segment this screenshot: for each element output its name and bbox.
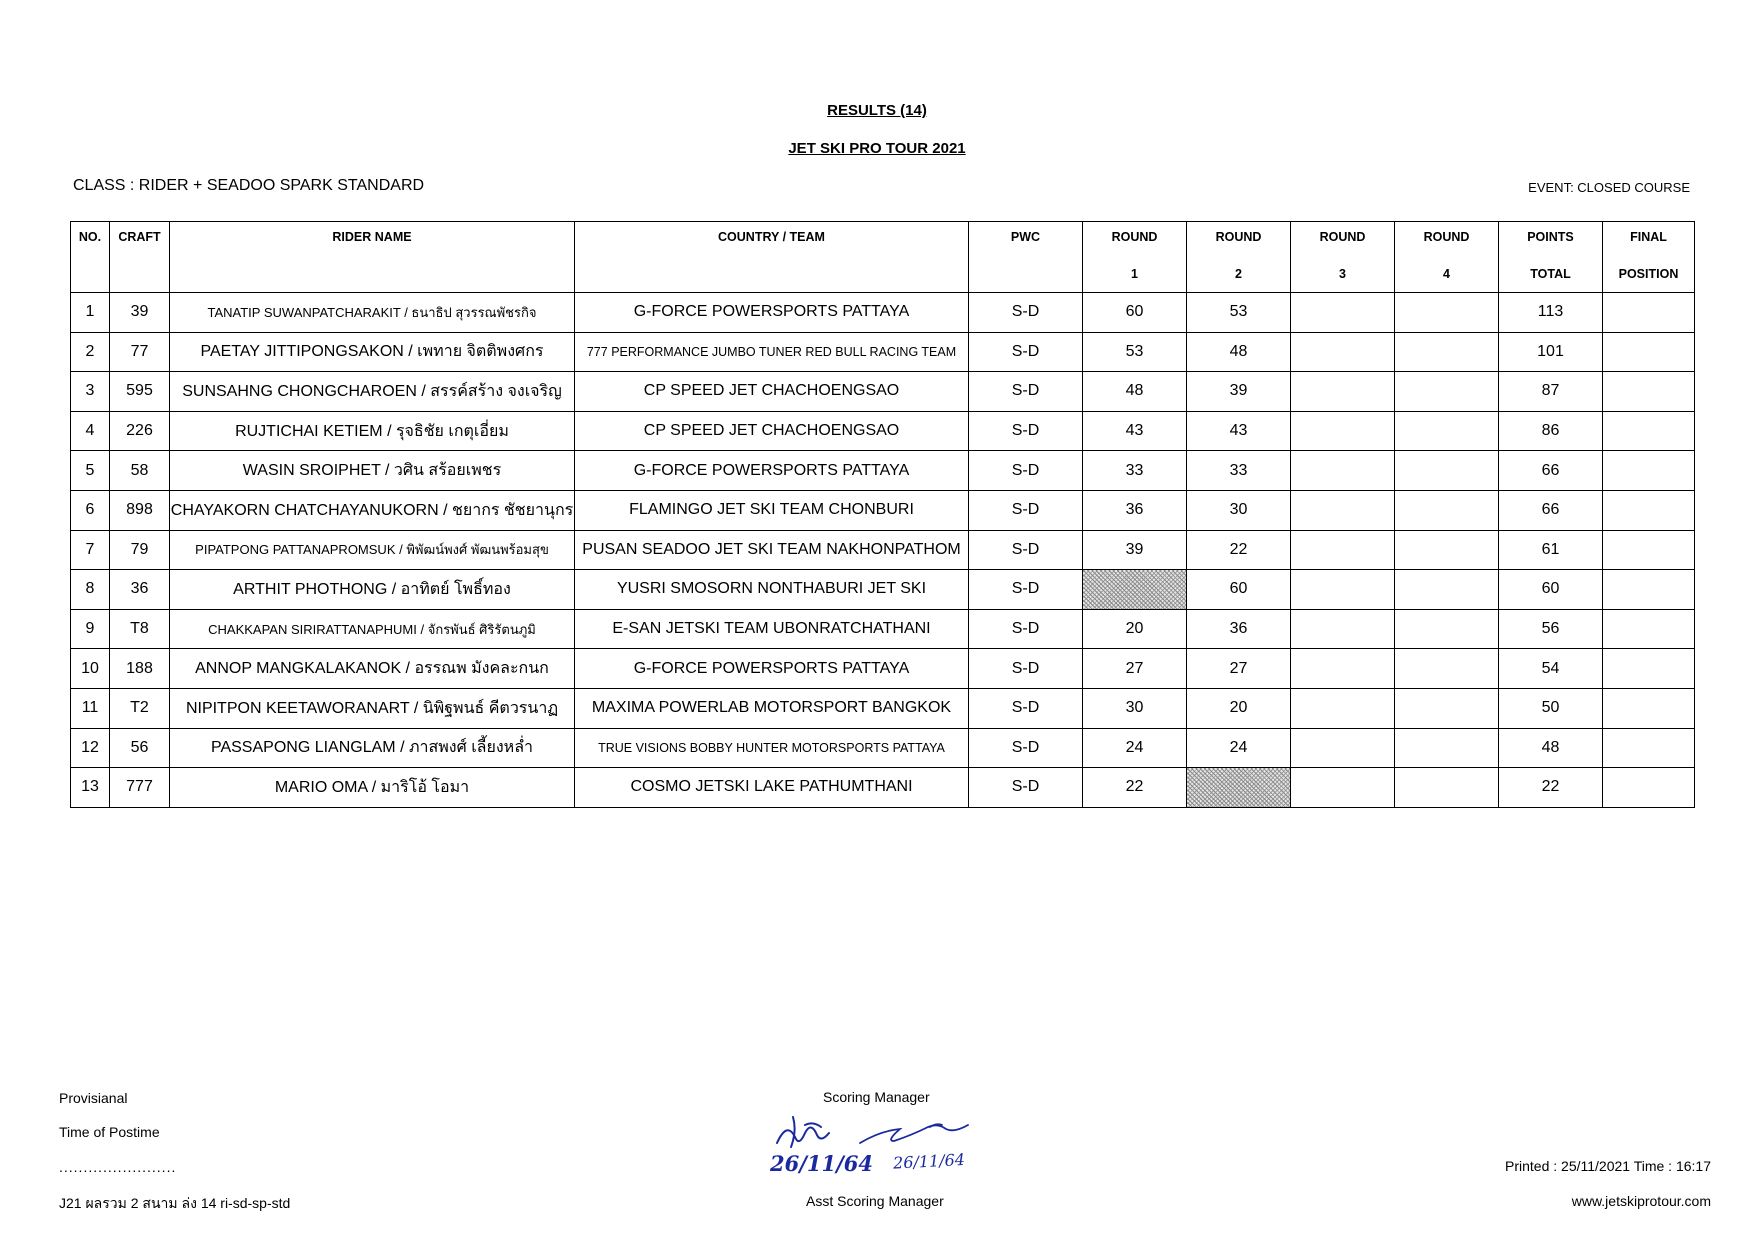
postime-blank-line: ........................ (59, 1159, 177, 1175)
cell-no: 3 (71, 372, 110, 412)
event-label: EVENT: CLOSED COURSE (1528, 180, 1690, 195)
cell-round-2: 20 (1187, 688, 1291, 728)
cell-no: 2 (71, 332, 110, 372)
cell-craft: 36 (110, 570, 170, 610)
cell-rider-name: CHAKKAPAN SIRIRATTANAPHUMI / จักรพันธ์ ศิริรัตนภูมิ (170, 609, 575, 649)
cell-no: 13 (71, 768, 110, 808)
col-header-round-1: ROUND 1 (1083, 222, 1187, 293)
cell-country-team: MAXIMA POWERLAB MOTORSPORT BANGKOK (575, 688, 969, 728)
cell-round-2: 30 (1187, 490, 1291, 530)
cell-rider-name: PAETAY JITTIPONGSAKON / เพทาย จิตติพงศกร (170, 332, 575, 372)
cell-points-total: 56 (1499, 609, 1603, 649)
cell-round-3 (1291, 293, 1395, 333)
cell-country-team: G-FORCE POWERSPORTS PATTAYA (575, 649, 969, 689)
cell-pwc: S-D (969, 530, 1083, 570)
cell-final-position (1603, 688, 1695, 728)
cell-pwc: S-D (969, 768, 1083, 808)
cell-no: 11 (71, 688, 110, 728)
cell-pwc: S-D (969, 451, 1083, 491)
cell-round-1: 20 (1083, 609, 1187, 649)
cell-round-1: 43 (1083, 411, 1187, 451)
cell-round-2 (1187, 768, 1291, 808)
signature-date-1: 26/11/64 (770, 1151, 874, 1176)
cell-round-2: 53 (1187, 293, 1291, 333)
cell-round-1: 24 (1083, 728, 1187, 768)
cell-rider-name: MARIO OMA / มาริโอ้ โอมา (170, 768, 575, 808)
cell-craft: 56 (110, 728, 170, 768)
table-row (71, 609, 1695, 649)
cell-points-total: 113 (1499, 293, 1603, 333)
cell-round-1: 27 (1083, 649, 1187, 689)
cell-final-position (1603, 451, 1695, 491)
cell-round-1: 22 (1083, 768, 1187, 808)
table-row (71, 530, 1695, 570)
provisional-label: Provisianal (59, 1090, 128, 1106)
cell-country-team: CP SPEED JET CHACHOENGSAO (575, 372, 969, 412)
cell-round-4 (1395, 768, 1499, 808)
col-header-no: NO. (71, 222, 110, 293)
cell-craft: 898 (110, 490, 170, 530)
col-header-final-position: FINAL POSITION (1603, 222, 1695, 293)
cell-round-4 (1395, 530, 1499, 570)
cell-craft: T8 (110, 609, 170, 649)
cell-pwc: S-D (969, 332, 1083, 372)
col-header-round-3: ROUND 3 (1291, 222, 1395, 293)
cell-pwc: S-D (969, 293, 1083, 333)
cell-round-3 (1291, 490, 1395, 530)
cell-round-3 (1291, 530, 1395, 570)
cell-pwc: S-D (969, 570, 1083, 610)
cell-points-total: 61 (1499, 530, 1603, 570)
cell-round-1: 33 (1083, 451, 1187, 491)
col-header-rider-name: RIDER NAME (170, 222, 575, 293)
cell-no: 6 (71, 490, 110, 530)
cell-craft: 77 (110, 332, 170, 372)
cell-no: 9 (71, 609, 110, 649)
cell-rider-name: NIPITPON KEETAWORANART / นิพิฐพนธ์ คีตวรนาฏ (170, 688, 575, 728)
cell-rider-name: ARTHIT PHOTHONG / อาทิตย์ โพธิ์ทอง (170, 570, 575, 610)
cell-round-2: 60 (1187, 570, 1291, 610)
cell-rider-name: RUJTICHAI KETIEM / รุจธิชัย เกตุเอี่ยม (170, 411, 575, 451)
document-reference: J21 ผลรวม 2 สนาม ล่ง 14 ri-sd-sp-std (59, 1195, 291, 1211)
cell-round-2: 33 (1187, 451, 1291, 491)
table-row (71, 688, 1695, 728)
cell-country-team: TRUE VISIONS BOBBY HUNTER MOTORSPORTS PATTAYA (575, 728, 969, 768)
cell-final-position (1603, 728, 1695, 768)
cell-round-2: 36 (1187, 609, 1291, 649)
cell-round-4 (1395, 293, 1499, 333)
cell-craft: T2 (110, 688, 170, 728)
cell-round-2: 48 (1187, 332, 1291, 372)
cell-round-4 (1395, 570, 1499, 610)
cell-points-total: 48 (1499, 728, 1603, 768)
cell-craft: 188 (110, 649, 170, 689)
cell-round-4 (1395, 332, 1499, 372)
cell-country-team: E-SAN JETSKI TEAM UBONRATCHATHANI (575, 609, 969, 649)
page-title: RESULTS (14) (827, 102, 927, 119)
cell-round-3 (1291, 332, 1395, 372)
cell-no: 5 (71, 451, 110, 491)
cell-round-1: 60 (1083, 293, 1187, 333)
header-row (71, 222, 1695, 293)
cell-round-4 (1395, 451, 1499, 491)
cell-points-total: 54 (1499, 649, 1603, 689)
cell-round-3 (1291, 688, 1395, 728)
cell-round-3 (1291, 372, 1395, 412)
cell-round-4 (1395, 728, 1499, 768)
cell-round-4 (1395, 609, 1499, 649)
col-header-pwc: PWC (969, 222, 1083, 293)
table-row (71, 649, 1695, 689)
cell-points-total: 66 (1499, 451, 1603, 491)
cell-points-total: 22 (1499, 768, 1603, 808)
cell-country-team: CP SPEED JET CHACHOENGSAO (575, 411, 969, 451)
cell-country-team: PUSAN SEADOO JET SKI TEAM NAKHONPATHOM (575, 530, 969, 570)
cell-round-2: 24 (1187, 728, 1291, 768)
cell-rider-name: PIPATPONG PATTANAPROMSUK / พิพัฒน์พงศ์ พัฒนพร้อมสุข (170, 530, 575, 570)
time-of-postime-label: Time of Postime (59, 1124, 160, 1140)
cell-round-1: 39 (1083, 530, 1187, 570)
cell-final-position (1603, 609, 1695, 649)
cell-points-total: 66 (1499, 490, 1603, 530)
cell-no: 8 (71, 570, 110, 610)
cell-final-position (1603, 490, 1695, 530)
cell-pwc: S-D (969, 609, 1083, 649)
table-row (71, 411, 1695, 451)
cell-round-3 (1291, 649, 1395, 689)
cell-points-total: 86 (1499, 411, 1603, 451)
scoring-manager-label: Scoring Manager (823, 1089, 930, 1105)
cell-final-position (1603, 768, 1695, 808)
cell-rider-name: SUNSAHNG CHONGCHAROEN / สรรค์สร้าง จงเจริญ (170, 372, 575, 412)
cell-pwc: S-D (969, 649, 1083, 689)
cell-round-3 (1291, 451, 1395, 491)
cell-country-team: G-FORCE POWERSPORTS PATTAYA (575, 451, 969, 491)
table-row (71, 490, 1695, 530)
col-header-points-total: POINTS TOTAL (1499, 222, 1603, 293)
cell-round-4 (1395, 649, 1499, 689)
cell-craft: 226 (110, 411, 170, 451)
cell-round-3 (1291, 728, 1395, 768)
signature-asst-scoring-manager (860, 1124, 968, 1143)
cell-craft: 777 (110, 768, 170, 808)
cell-round-4 (1395, 490, 1499, 530)
cell-round-3 (1291, 411, 1395, 451)
cell-final-position (1603, 372, 1695, 412)
printed-timestamp: Printed : 25/11/2021 Time : 16:17 (1505, 1158, 1711, 1174)
cell-craft: 79 (110, 530, 170, 570)
cell-pwc: S-D (969, 490, 1083, 530)
table-row (71, 332, 1695, 372)
cell-country-team: YUSRI SMOSORN NONTHABURI JET SKI (575, 570, 969, 610)
event-series-title: JET SKI PRO TOUR 2021 (788, 140, 966, 157)
cell-round-3 (1291, 570, 1395, 610)
signature-date-2: 26/11/64 (892, 1149, 966, 1173)
cell-no: 1 (71, 293, 110, 333)
cell-country-team: 777 PERFORMANCE JUMBO TUNER RED BULL RACING TEAM (575, 332, 969, 372)
cell-no: 10 (71, 649, 110, 689)
cell-rider-name: CHAYAKORN CHATCHAYANUKORN / ชยากร ชัชยานุกร (170, 490, 575, 530)
table-row (71, 728, 1695, 768)
cell-rider-name: PASSAPONG LIANGLAM / ภาสพงศ์ เลี้ยงหล่ำ (170, 728, 575, 768)
cell-country-team: COSMO JETSKI LAKE PATHUMTHANI (575, 768, 969, 808)
cell-final-position (1603, 332, 1695, 372)
cell-round-3 (1291, 768, 1395, 808)
cell-round-1: 53 (1083, 332, 1187, 372)
cell-craft: 39 (110, 293, 170, 333)
cell-round-1: 36 (1083, 490, 1187, 530)
cell-rider-name: ANNOP MANGKALAKANOK / อรรณพ มังคละกนก (170, 649, 575, 689)
table-row (71, 372, 1695, 412)
cell-points-total: 87 (1499, 372, 1603, 412)
cell-round-2: 22 (1187, 530, 1291, 570)
cell-points-total: 60 (1499, 570, 1603, 610)
cell-round-4 (1395, 688, 1499, 728)
col-header-round-2: ROUND 2 (1187, 222, 1291, 293)
cell-country-team: FLAMINGO JET SKI TEAM CHONBURI (575, 490, 969, 530)
asst-scoring-manager-label: Asst Scoring Manager (806, 1193, 944, 1209)
cell-round-1: 48 (1083, 372, 1187, 412)
col-header-country-team: COUNTRY / TEAM (575, 222, 969, 293)
cell-round-4 (1395, 411, 1499, 451)
cell-round-4 (1395, 372, 1499, 412)
cell-pwc: S-D (969, 372, 1083, 412)
col-header-craft: CRAFT (110, 222, 170, 293)
cell-final-position (1603, 649, 1695, 689)
cell-final-position (1603, 411, 1695, 451)
cell-country-team: G-FORCE POWERSPORTS PATTAYA (575, 293, 969, 333)
cell-pwc: S-D (969, 411, 1083, 451)
table-row (71, 768, 1695, 808)
cell-final-position (1603, 293, 1695, 333)
cell-craft: 595 (110, 372, 170, 412)
cell-no: 4 (71, 411, 110, 451)
cell-no: 12 (71, 728, 110, 768)
table-row (71, 293, 1695, 333)
cell-pwc: S-D (969, 688, 1083, 728)
class-label: CLASS : RIDER + SEADOO SPARK STANDARD (73, 177, 425, 194)
cell-round-1: 30 (1083, 688, 1187, 728)
cell-round-3 (1291, 609, 1395, 649)
signature-scoring-manager (777, 1117, 829, 1147)
cell-round-2: 39 (1187, 372, 1291, 412)
cell-round-2: 27 (1187, 649, 1291, 689)
results-table (70, 221, 1695, 808)
cell-rider-name: TANATIP SUWANPATCHARAKIT / ธนาธิป สุวรรณพัชรกิจ (170, 293, 575, 333)
cell-craft: 58 (110, 451, 170, 491)
website-link[interactable]: www.jetskiprotour.com (1571, 1193, 1711, 1209)
cell-round-2: 43 (1187, 411, 1291, 451)
cell-rider-name: WASIN SROIPHET / วศิน สร้อยเพชร (170, 451, 575, 491)
cell-points-total: 101 (1499, 332, 1603, 372)
cell-round-1 (1083, 570, 1187, 610)
cell-final-position (1603, 570, 1695, 610)
cell-pwc: S-D (969, 728, 1083, 768)
cell-points-total: 50 (1499, 688, 1603, 728)
table-row (71, 451, 1695, 491)
cell-no: 7 (71, 530, 110, 570)
signatures (765, 1105, 1015, 1185)
cell-final-position (1603, 530, 1695, 570)
table-row (71, 570, 1695, 610)
col-header-round-4: ROUND 4 (1395, 222, 1499, 293)
